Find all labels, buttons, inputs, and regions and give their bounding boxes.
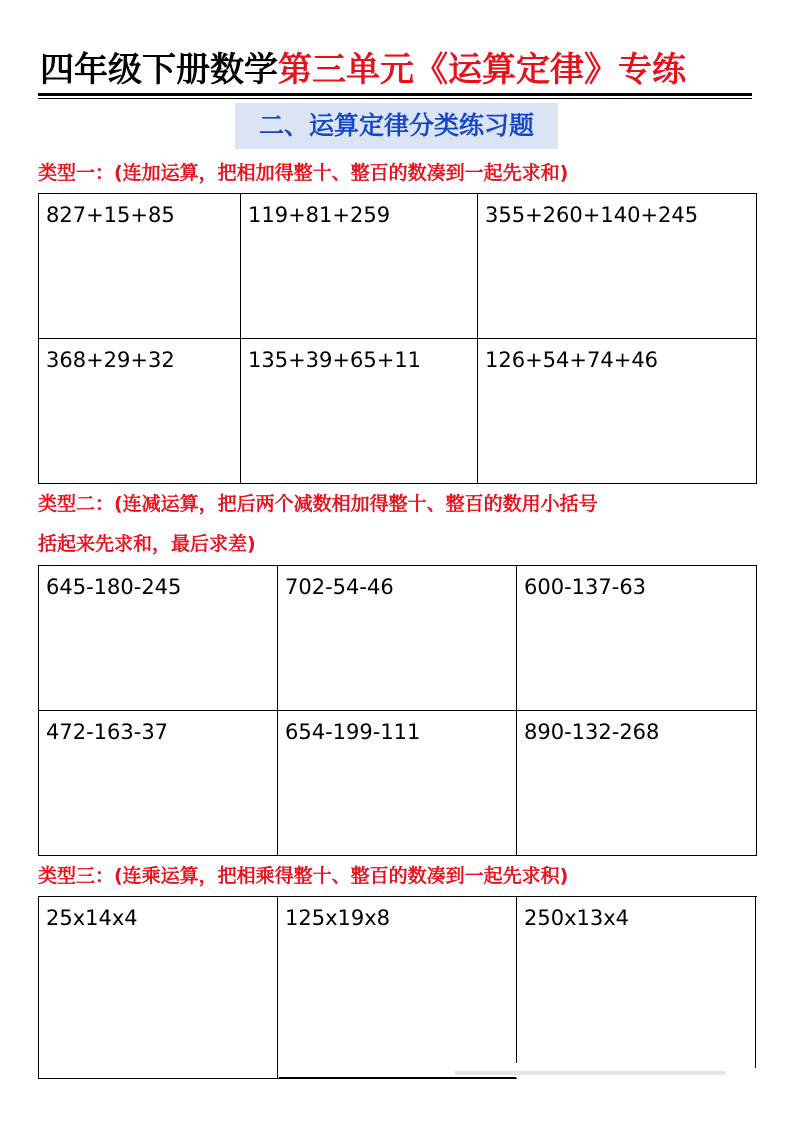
title-rule-thick (38, 93, 752, 96)
problem-cell: 890-132-268 (517, 711, 757, 856)
title-red-part: 第三单元《运算定律》专练 (278, 50, 686, 90)
problem-cell: 25x14x4 (39, 897, 278, 1079)
problem-cell: 645-180-245 (39, 566, 278, 711)
title-black-part: 四年级下册数学 (40, 50, 278, 90)
table-row (39, 897, 757, 1079)
section-subtitle: 二、运算定律分类练习题 (235, 103, 558, 149)
problem-cell: 119+81+259 (241, 194, 478, 339)
cell-border-fragment (279, 1077, 516, 1078)
problem-cell: 125x19x8 (278, 897, 517, 1079)
type-two-heading-line2: 括起来先求和，最后求差) (38, 533, 256, 555)
problem-cell: 250x13x4 (517, 897, 757, 1079)
problem-cell: 702-54-46 (278, 566, 517, 711)
table-row (39, 194, 757, 339)
type-three-heading: 类型三：(连乘运算，把相乘得整十、整百的数凑到一起先求积) (38, 865, 569, 887)
type-two-heading-line1: 类型二：(连减运算，把后两个减数相加得整十、整百的数用小括号 (38, 493, 598, 515)
table-row (39, 339, 757, 484)
type-two-grid (38, 565, 757, 856)
problem-cell: 600-137-63 (517, 566, 757, 711)
cell-border-fragment (755, 896, 756, 1068)
type-one-grid (38, 193, 757, 484)
table-row (39, 566, 757, 711)
problem-cell: 368+29+32 (39, 339, 241, 484)
problem-cell: 654-199-111 (278, 711, 517, 856)
problem-cell: 827+15+85 (39, 194, 241, 339)
problem-cell: 472-163-37 (39, 711, 278, 856)
problem-cell: 126+54+74+46 (478, 339, 757, 484)
type-three-grid (38, 896, 757, 1079)
problem-cell: 135+39+65+11 (241, 339, 478, 484)
problem-cell: 355+260+140+245 (478, 194, 757, 339)
table-row (39, 711, 757, 856)
type-one-heading: 类型一：(连加运算，把相加得整十、整百的数凑到一起先求和) (38, 162, 569, 184)
watermark-smudge (455, 1071, 725, 1075)
page-title (40, 48, 752, 92)
title-rule-thin (38, 98, 752, 99)
